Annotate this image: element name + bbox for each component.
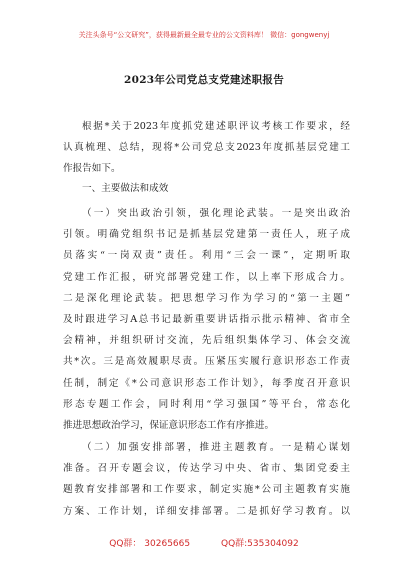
- header-promo-note: 关注头条号“公文研究”，获得最新最全最专业的公文资料库！ 微信：gongwenyj: [78, 31, 330, 39]
- document-title: 2023年公司党总支党建述职报告: [123, 74, 285, 86]
- paragraph-line: 准备。召开专题会议，传达学习中央、省市、集团党委主: [63, 463, 350, 475]
- paragraph-line: 引领。明确党组织书记是抓基层党建第一责任人，班子成: [63, 229, 350, 241]
- paragraph-line: 题教育安排部署和工作要求，制定实施*公司主题教育实施: [63, 484, 350, 496]
- paragraph-line: 二是深化理论武装。把思想学习作为学习的“第一主题”: [63, 292, 350, 304]
- paragraph-line: 会精神，并组织研讨交流，先后组织集体学习、体会交流: [63, 335, 350, 347]
- paragraph-line: 党建工作汇报，研究部署党建工作，以上率下形成合力。: [63, 271, 350, 283]
- intro-paragraph: [63, 116, 350, 180]
- paragraph-line: 员落实“一岗双责”责任。利用“三会一课”，定期听取: [63, 250, 350, 262]
- footer-contact: [0, 536, 408, 549]
- paragraph-line: 及时跟进学习A总书记最新重要讲话指示批示精神、省市全: [63, 313, 350, 325]
- paragraph-line: （二）加强安排部署，推进主题教育。一是精心谋划: [82, 442, 350, 453]
- footer-qq-group-1: QQ群： 30265665: [109, 539, 191, 549]
- paragraph-line: （一）突出政治引领，强化理论武装。一是突出政治: [82, 208, 350, 219]
- paragraph-line: 推进思想政治学习，保证意识形态工作有序推进。: [63, 419, 275, 431]
- paragraph-line: 方案、工作计划，详细安排部署。二是抓好学习教育。以: [63, 505, 350, 517]
- paragraph-political-guidance: [63, 203, 350, 436]
- intro-line: 作报告如下。: [63, 163, 121, 175]
- paragraph-line: 任制，制定《*公司意识形态工作计划》，每季度召开意识: [63, 377, 350, 389]
- intro-line: 认真梳理、总结，现将*公司党总支2023年度抓基层党建工: [63, 142, 350, 154]
- paragraph-line: 共*次。三是高效履职尽责。压紧压实履行意识形态工作责: [63, 356, 350, 368]
- paragraph-theme-education: [63, 437, 350, 522]
- footer-qq-group-2: QQ群:535304092: [220, 539, 299, 549]
- intro-line: 根据*关于2023年度抓党建述职评议考核工作要求，经: [82, 121, 350, 132]
- section-heading: 一、主要做法和成效: [82, 183, 169, 194]
- paragraph-line: 形态专题工作会，同时利用“学习强国”等平台，常态化: [63, 398, 350, 410]
